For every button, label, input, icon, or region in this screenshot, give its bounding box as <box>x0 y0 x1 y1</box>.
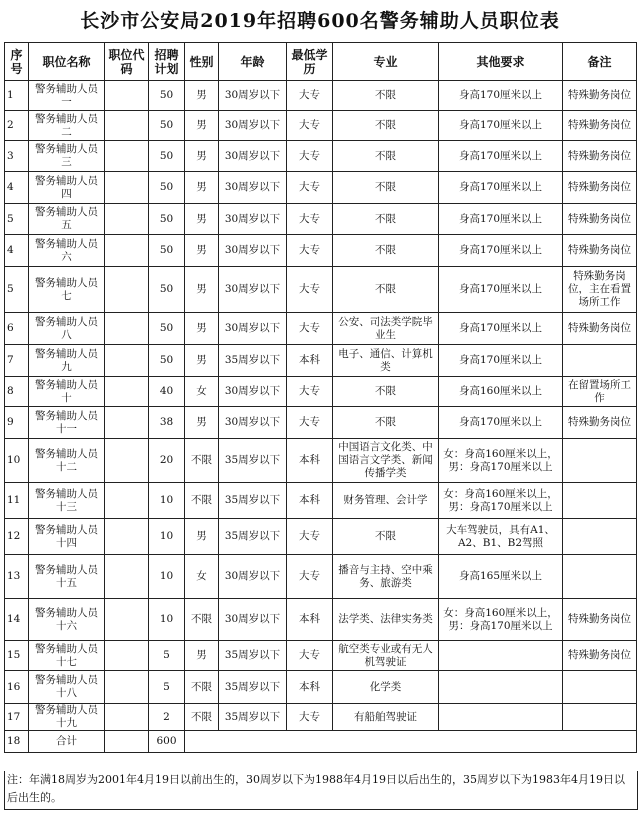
total-plan: 600 <box>149 731 185 753</box>
cell-edu: 大专 <box>287 555 333 599</box>
cell-no: 4 <box>5 172 29 204</box>
header-no: 序号 <box>5 43 29 81</box>
cell-other: 身高170厘米以上 <box>439 81 563 111</box>
cell-code <box>105 345 149 377</box>
cell-major: 航空类专业或有无人机驾驶证 <box>333 641 439 671</box>
cell-code <box>105 377 149 407</box>
cell-plan: 50 <box>149 313 185 345</box>
cell-other: 身高170厘米以上 <box>439 172 563 204</box>
table-row <box>5 483 637 519</box>
cell-major: 法学类、法律实务类 <box>333 599 439 641</box>
cell-edu: 大专 <box>287 407 333 439</box>
cell-name: 警务辅助人员三 <box>29 141 105 172</box>
cell-major: 不限 <box>333 407 439 439</box>
cell-gender: 不限 <box>185 704 219 731</box>
cell-edu: 大专 <box>287 141 333 172</box>
cell-edu: 大专 <box>287 204 333 235</box>
cell-other: 女：身高160厘米以上，男：身高170厘米以上 <box>439 483 563 519</box>
cell-age: 30周岁以下 <box>219 111 287 141</box>
cell-gender: 不限 <box>185 439 219 483</box>
cell-plan: 40 <box>149 377 185 407</box>
cell-name: 警务辅助人员九 <box>29 345 105 377</box>
cell-other: 身高170厘米以上 <box>439 111 563 141</box>
cell-other: 身高170厘米以上 <box>439 313 563 345</box>
cell-no: 12 <box>5 519 29 555</box>
cell-no: 7 <box>5 345 29 377</box>
header-code: 职位代码 <box>105 43 149 81</box>
table-row <box>5 704 637 731</box>
header-age: 年龄 <box>219 43 287 81</box>
cell-code <box>105 267 149 313</box>
cell-code <box>105 439 149 483</box>
cell-remark <box>563 483 637 519</box>
cell-age: 30周岁以下 <box>219 599 287 641</box>
positions-table <box>4 42 637 753</box>
header-other: 其他要求 <box>439 43 563 81</box>
table-row <box>5 599 637 641</box>
table-row <box>5 172 637 204</box>
cell-no: 14 <box>5 599 29 641</box>
cell-plan: 2 <box>149 704 185 731</box>
cell-edu: 大专 <box>287 172 333 204</box>
cell-edu: 本科 <box>287 439 333 483</box>
cell-major: 不限 <box>333 141 439 172</box>
cell-gender: 不限 <box>185 671 219 704</box>
cell-other: 身高165厘米以上 <box>439 555 563 599</box>
cell-age: 35周岁以下 <box>219 519 287 555</box>
cell-name: 警务辅助人员十二 <box>29 439 105 483</box>
cell-major: 不限 <box>333 377 439 407</box>
cell-major: 中国语言文化类、中国语言文学类、新闻传播学类 <box>333 439 439 483</box>
cell-plan: 50 <box>149 172 185 204</box>
table-row <box>5 671 637 704</box>
cell-age: 30周岁以下 <box>219 555 287 599</box>
cell-remark: 特殊勤务岗位 <box>563 313 637 345</box>
cell-other <box>439 641 563 671</box>
cell-code <box>105 407 149 439</box>
cell-gender: 女 <box>185 377 219 407</box>
cell-age: 35周岁以下 <box>219 641 287 671</box>
cell-gender: 男 <box>185 407 219 439</box>
cell-no: 10 <box>5 439 29 483</box>
cell-major: 财务管理、会计学 <box>333 483 439 519</box>
cell-code <box>105 671 149 704</box>
cell-name: 警务辅助人员十六 <box>29 599 105 641</box>
cell-plan: 50 <box>149 267 185 313</box>
table-row <box>5 377 637 407</box>
cell-edu: 大专 <box>287 313 333 345</box>
cell-no: 15 <box>5 641 29 671</box>
cell-major: 不限 <box>333 204 439 235</box>
cell-gender: 男 <box>185 235 219 267</box>
cell-major: 不限 <box>333 81 439 111</box>
cell-other: 身高170厘米以上 <box>439 345 563 377</box>
cell-name: 警务辅助人员十九 <box>29 704 105 731</box>
cell-remark: 在留置场所工作 <box>563 377 637 407</box>
cell-code <box>105 111 149 141</box>
cell-code <box>105 81 149 111</box>
cell-name: 警务辅助人员十 <box>29 377 105 407</box>
cell-age: 30周岁以下 <box>219 172 287 204</box>
cell-other: 身高170厘米以上 <box>439 235 563 267</box>
cell-name: 警务辅助人员十五 <box>29 555 105 599</box>
table-row <box>5 204 637 235</box>
cell-plan: 50 <box>149 204 185 235</box>
cell-age: 30周岁以下 <box>219 141 287 172</box>
cell-no: 5 <box>5 204 29 235</box>
cell-other: 身高170厘米以上 <box>439 407 563 439</box>
cell-major: 播音与主持、空中乘务、旅游类 <box>333 555 439 599</box>
cell-gender: 男 <box>185 345 219 377</box>
cell-edu: 大专 <box>287 641 333 671</box>
cell-plan: 10 <box>149 599 185 641</box>
cell-age: 35周岁以下 <box>219 704 287 731</box>
cell-name: 警务辅助人员十八 <box>29 671 105 704</box>
cell-plan: 10 <box>149 519 185 555</box>
cell-other: 身高170厘米以上 <box>439 141 563 172</box>
cell-no: 9 <box>5 407 29 439</box>
cell-major: 不限 <box>333 519 439 555</box>
header-plan: 招聘计划 <box>149 43 185 81</box>
cell-gender: 女 <box>185 555 219 599</box>
table-row <box>5 141 637 172</box>
cell-major: 不限 <box>333 111 439 141</box>
cell-no: 13 <box>5 555 29 599</box>
cell-age: 35周岁以下 <box>219 671 287 704</box>
cell-remark: 特殊勤务岗位 <box>563 599 637 641</box>
cell-remark <box>563 519 637 555</box>
cell-major: 电子、通信、计算机类 <box>333 345 439 377</box>
header-remark: 备注 <box>563 43 637 81</box>
cell-remark: 特殊勤务岗位 <box>563 141 637 172</box>
header-gender: 性别 <box>185 43 219 81</box>
cell-remark: 特殊勤务岗位 <box>563 235 637 267</box>
cell-age: 30周岁以下 <box>219 235 287 267</box>
cell-no: 4 <box>5 235 29 267</box>
cell-age: 30周岁以下 <box>219 204 287 235</box>
table-row <box>5 313 637 345</box>
cell-age: 35周岁以下 <box>219 439 287 483</box>
cell-age: 30周岁以下 <box>219 313 287 345</box>
cell-plan: 50 <box>149 345 185 377</box>
cell-code <box>105 641 149 671</box>
cell-gender: 男 <box>185 204 219 235</box>
header-major: 专业 <box>333 43 439 81</box>
cell-other <box>439 671 563 704</box>
cell-no: 17 <box>5 704 29 731</box>
cell-no: 3 <box>5 141 29 172</box>
cell-edu: 大专 <box>287 235 333 267</box>
cell-plan: 50 <box>149 141 185 172</box>
table-row <box>5 267 637 313</box>
cell-edu: 本科 <box>287 345 333 377</box>
cell-other: 身高170厘米以上 <box>439 204 563 235</box>
cell-name: 警务辅助人员一 <box>29 81 105 111</box>
cell-no: 11 <box>5 483 29 519</box>
cell-edu: 大专 <box>287 81 333 111</box>
cell-name: 警务辅助人员二 <box>29 111 105 141</box>
cell-name: 警务辅助人员五 <box>29 204 105 235</box>
cell-remark: 特殊勤务岗位 <box>563 204 637 235</box>
total-code <box>105 731 149 753</box>
cell-gender: 男 <box>185 267 219 313</box>
cell-edu: 大专 <box>287 519 333 555</box>
cell-code <box>105 555 149 599</box>
cell-no: 1 <box>5 81 29 111</box>
cell-plan: 5 <box>149 641 185 671</box>
total-row <box>5 731 637 753</box>
cell-code <box>105 204 149 235</box>
cell-other: 身高160厘米以上 <box>439 377 563 407</box>
cell-plan: 50 <box>149 235 185 267</box>
cell-gender: 男 <box>185 172 219 204</box>
cell-code <box>105 704 149 731</box>
footnote: 注：年满18周岁为2001年4月19日以前出生的，30周岁以下为1988年4月19日以后出生的，35周岁以下为1983年4月19日以后出生的。 <box>4 771 638 810</box>
cell-age: 30周岁以下 <box>219 377 287 407</box>
cell-other: 女：身高160厘米以上，男：身高170厘米以上 <box>439 439 563 483</box>
table-row <box>5 345 637 377</box>
cell-remark: 特殊勤务岗位 <box>563 641 637 671</box>
cell-gender: 男 <box>185 141 219 172</box>
cell-gender: 不限 <box>185 599 219 641</box>
cell-remark <box>563 439 637 483</box>
cell-other: 大车驾驶员，具有A1、A2、B1、B2驾照 <box>439 519 563 555</box>
cell-plan: 50 <box>149 111 185 141</box>
cell-remark: 特殊勤务岗位 <box>563 81 637 111</box>
header-edu: 最低学历 <box>287 43 333 81</box>
cell-gender: 男 <box>185 313 219 345</box>
cell-age: 30周岁以下 <box>219 407 287 439</box>
cell-edu: 大专 <box>287 111 333 141</box>
cell-major: 不限 <box>333 235 439 267</box>
page-title: 长沙市公安局2019年招聘600名警务辅助人员职位表 <box>80 10 560 32</box>
table-row <box>5 81 637 111</box>
table-row <box>5 235 637 267</box>
cell-no: 6 <box>5 313 29 345</box>
cell-plan: 10 <box>149 555 185 599</box>
cell-edu: 本科 <box>287 599 333 641</box>
cell-code <box>105 483 149 519</box>
total-label: 合计 <box>29 731 105 753</box>
cell-major: 化学类 <box>333 671 439 704</box>
cell-remark: 特殊勤务岗位 <box>563 407 637 439</box>
cell-code <box>105 141 149 172</box>
cell-code <box>105 172 149 204</box>
cell-gender: 男 <box>185 111 219 141</box>
table-row <box>5 641 637 671</box>
cell-other <box>439 704 563 731</box>
cell-code <box>105 599 149 641</box>
cell-remark <box>563 345 637 377</box>
cell-no: 8 <box>5 377 29 407</box>
cell-edu: 大专 <box>287 377 333 407</box>
cell-remark <box>563 555 637 599</box>
cell-plan: 50 <box>149 81 185 111</box>
cell-plan: 10 <box>149 483 185 519</box>
cell-code <box>105 235 149 267</box>
cell-edu: 大专 <box>287 267 333 313</box>
total-no: 18 <box>5 731 29 753</box>
cell-code <box>105 519 149 555</box>
cell-age: 30周岁以下 <box>219 267 287 313</box>
cell-age: 30周岁以下 <box>219 81 287 111</box>
cell-gender: 男 <box>185 81 219 111</box>
table-row <box>5 519 637 555</box>
cell-name: 警务辅助人员四 <box>29 172 105 204</box>
cell-edu: 本科 <box>287 671 333 704</box>
cell-plan: 38 <box>149 407 185 439</box>
cell-name: 警务辅助人员十三 <box>29 483 105 519</box>
table-row <box>5 439 637 483</box>
cell-remark: 特殊勤务岗位，主在看置场所工作 <box>563 267 637 313</box>
cell-remark <box>563 671 637 704</box>
header-name: 职位名称 <box>29 43 105 81</box>
cell-name: 警务辅助人员八 <box>29 313 105 345</box>
cell-no: 2 <box>5 111 29 141</box>
cell-name: 警务辅助人员七 <box>29 267 105 313</box>
cell-other: 身高170厘米以上 <box>439 267 563 313</box>
cell-no: 16 <box>5 671 29 704</box>
cell-gender: 男 <box>185 641 219 671</box>
cell-major: 不限 <box>333 172 439 204</box>
cell-age: 35周岁以下 <box>219 345 287 377</box>
cell-edu: 大专 <box>287 704 333 731</box>
cell-name: 警务辅助人员十一 <box>29 407 105 439</box>
cell-plan: 20 <box>149 439 185 483</box>
cell-edu: 本科 <box>287 483 333 519</box>
table-row <box>5 555 637 599</box>
table-row <box>5 407 637 439</box>
cell-no: 5 <box>5 267 29 313</box>
cell-major: 公安、司法类学院毕业生 <box>333 313 439 345</box>
cell-remark: 特殊勤务岗位 <box>563 111 637 141</box>
cell-name: 警务辅助人员六 <box>29 235 105 267</box>
total-rest <box>185 731 637 753</box>
cell-remark <box>563 704 637 731</box>
cell-other: 女：身高160厘米以上，男：身高170厘米以上 <box>439 599 563 641</box>
cell-major: 有船舶驾驶证 <box>333 704 439 731</box>
header-row <box>5 43 637 81</box>
cell-age: 35周岁以下 <box>219 483 287 519</box>
cell-plan: 5 <box>149 671 185 704</box>
cell-name: 警务辅助人员十七 <box>29 641 105 671</box>
cell-code <box>105 313 149 345</box>
cell-name: 警务辅助人员十四 <box>29 519 105 555</box>
table-row <box>5 111 637 141</box>
cell-major: 不限 <box>333 267 439 313</box>
cell-remark: 特殊勤务岗位 <box>563 172 637 204</box>
cell-gender: 男 <box>185 519 219 555</box>
cell-gender: 不限 <box>185 483 219 519</box>
